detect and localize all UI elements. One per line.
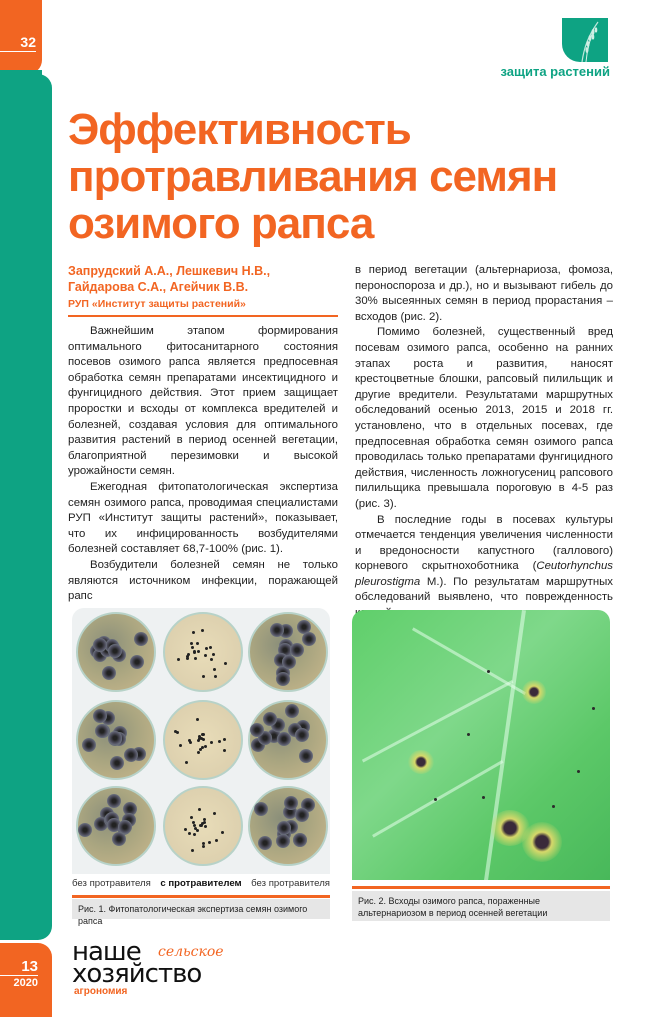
fungal-colony: [108, 644, 122, 658]
seed: [224, 662, 227, 665]
text-column-2: [355, 263, 613, 622]
seed: [177, 658, 180, 661]
author-institution: РУП «Институт защиты растений»: [68, 298, 246, 310]
seed: [202, 842, 205, 845]
paragraph: Помимо болезней, существенный вред посевам озимого рапса, особенно на ранних этапах роста и развития, наносят крестоцветные блошки, рапсовый пилильщик и другие вредители. Результатами маршрутных обследований осенью 2013, 2015 и 2018 гг. установлено, что в отдельных посевах, где предпосевная обработка семян озимого рапса проводилась только препаратами фунгицидного действия, численность ложногусениц рапсового пилильщика превышала пороговую в 4-5 раз (рис. 3).: [355, 326, 613, 510]
leaf-lesion: [522, 822, 562, 862]
seed: [197, 650, 200, 653]
seed: [188, 832, 191, 835]
figure-2-leaf-photo: [352, 610, 610, 880]
leaf-spot: [592, 707, 595, 710]
seed: [202, 738, 205, 741]
leaf-vein: [362, 680, 514, 762]
leaf-spot: [434, 798, 437, 801]
fungal-colony: [276, 834, 290, 848]
seed: [196, 718, 199, 721]
fungal-colony: [78, 823, 92, 837]
petri-dish-untreated: [248, 786, 328, 866]
seed: [215, 839, 218, 842]
species-name: Ceutorhynchus pleurostigma: [355, 560, 613, 588]
seed: [190, 642, 193, 645]
fungal-colony: [82, 738, 96, 752]
fungal-colony: [276, 672, 290, 686]
page-number: 32: [0, 34, 36, 52]
seed: [223, 749, 226, 752]
logo-section: агрономия: [74, 986, 128, 997]
figure-1-petri-dishes: [72, 608, 330, 874]
logo-script: сельское: [158, 944, 224, 960]
leaf-lesion: [522, 680, 546, 704]
fungal-colony: [112, 832, 126, 846]
seed: [204, 825, 207, 828]
paragraph: Ежегодная фитопатологическая экспертиза семян озимого рапса, проводимая специалистами РУП «Институт защиты растений», показывает, что их инфицированность возбудителями болезней составляет 68,7-100% (рис. 1).: [68, 480, 338, 556]
label-with-treatment: с протравителем: [160, 878, 242, 889]
seed: [196, 829, 199, 832]
seed: [194, 657, 197, 660]
seed: [190, 816, 193, 819]
seed: [204, 654, 207, 657]
seed: [185, 761, 188, 764]
caption-rule: [352, 886, 610, 889]
paragraph: Возбудители болезней семян не только являются источником инфекции, поражающей рапс: [68, 558, 338, 603]
petri-dish-untreated: [248, 612, 328, 692]
fungal-colony: [108, 731, 122, 745]
label-without-treatment: без протравителя: [251, 878, 330, 889]
fungal-colony: [293, 833, 307, 847]
fungal-colony: [282, 655, 296, 669]
fungal-colony: [254, 802, 268, 816]
fungal-colony: [302, 632, 316, 646]
seed: [174, 730, 177, 733]
leaf-spot: [552, 805, 555, 808]
issue-info: [0, 958, 38, 989]
authors-line-1: Запрудский А.А., Лешкевич Н.В.,: [68, 264, 271, 278]
leaf-spot: [482, 796, 485, 799]
seed: [197, 751, 200, 754]
fungal-colony: [299, 749, 313, 763]
seed: [192, 631, 195, 634]
fungal-colony: [130, 655, 144, 669]
side-band: [0, 74, 52, 940]
issue-number: 13: [0, 958, 38, 976]
fungal-colony: [258, 836, 272, 850]
petri-dish-untreated: [76, 612, 156, 692]
figure-1-caption: Рис. 1. Фитопатологическая экспертиза семян озимого рапса: [72, 899, 330, 919]
seed: [210, 658, 213, 661]
article-title: Эффективность протравливания семян озимого рапса: [68, 105, 558, 248]
authors-line-2: Гайдарова С.А., Агейчик В.В.: [68, 280, 249, 294]
fungal-colony: [270, 623, 284, 637]
fungal-colony: [93, 709, 107, 723]
seed: [196, 642, 199, 645]
petri-dish-treated: [163, 612, 243, 692]
paragraph-text: В последние годы в посевах культуры отмечается тенденция увеличения численности и вредоносности капустного (галлового) корневого скрытнохоботника (: [355, 513, 613, 573]
seed: [197, 739, 200, 742]
petri-dish-untreated: [76, 786, 156, 866]
fungal-colony: [118, 820, 132, 834]
logo-line-2: хозяйство: [72, 959, 202, 989]
figure-1-labels: [72, 878, 330, 889]
seed: [187, 653, 190, 656]
leaf-spot: [577, 770, 580, 773]
seed: [201, 629, 204, 632]
leaf-spot: [467, 733, 470, 736]
fungal-colony: [263, 712, 277, 726]
paragraph: в период вегетации (альтернариоза, фомоза, пероноспороза и др.), но и вызывают гибель до 30% высеянных семян в период прорастания – всходов (рис. 2).: [355, 264, 613, 323]
petri-dish-treated: [163, 786, 243, 866]
wheat-icon: [562, 18, 608, 62]
issue-year: 2020: [13, 977, 38, 989]
seed: [208, 841, 211, 844]
article-authors: [68, 263, 338, 295]
leaf-vein: [412, 627, 526, 695]
petri-dish-treated: [163, 700, 243, 780]
seed: [202, 845, 205, 848]
fungal-colony: [124, 748, 138, 762]
paragraph-text: M.). По результатам маршрутных обследований выявлено, что поврежденность: [355, 575, 613, 604]
seed: [221, 831, 224, 834]
fungal-colony: [107, 794, 121, 808]
seed: [179, 744, 182, 747]
seed: [223, 738, 226, 741]
seed: [199, 748, 202, 751]
seed: [201, 822, 204, 825]
fungal-colony: [295, 728, 309, 742]
fungal-colony: [102, 666, 116, 680]
seed: [193, 833, 196, 836]
leaf-spot: [487, 670, 490, 673]
seed: [218, 740, 221, 743]
petri-dish-untreated: [248, 700, 328, 780]
leaf-lesion: [408, 750, 434, 774]
text-column-1: [68, 324, 338, 605]
seed: [192, 821, 195, 824]
seed: [191, 849, 194, 852]
seed: [213, 668, 216, 671]
figure-2-caption: Рис. 2. Всходы озимого рапса, пораженные альтернариозом в период осенней вегетации: [352, 891, 610, 921]
seed: [212, 653, 215, 656]
petri-dish-untreated: [76, 700, 156, 780]
seed: [189, 741, 192, 744]
seed: [198, 808, 201, 811]
seed: [202, 675, 205, 678]
seed: [213, 812, 216, 815]
caption-rule: [72, 895, 330, 898]
fungal-colony: [285, 704, 299, 718]
section-rubric: защита растений: [500, 64, 610, 79]
logo-line-1: наше: [72, 937, 141, 967]
paragraph: [355, 513, 613, 622]
fungal-colony: [93, 638, 107, 652]
author-divider: [68, 315, 338, 317]
fungal-colony: [95, 724, 109, 738]
fungal-colony: [277, 732, 291, 746]
seed: [184, 828, 187, 831]
seed: [204, 745, 207, 748]
fungal-colony: [134, 632, 148, 646]
seed: [210, 741, 213, 744]
magazine-logo: [72, 937, 252, 1000]
fungal-colony: [295, 808, 309, 822]
fungal-colony: [110, 756, 124, 770]
seed: [191, 646, 194, 649]
paragraph: Важнейшим этапом формирования оптимального фитосанитарного состояния посевов озимого рапса является предпосевная обработка семян препаратами инсектицидного и фунгицидного действия. Этот прием защищает проростки и всходы от комплекса вредителей и болезней, создавая условия для оптимального развития растений в период осенней вегетации, благоприятной перезимовки и высокой урожайности семян.: [68, 325, 338, 478]
label-without-treatment: без протравителя: [72, 878, 151, 889]
fungal-colony: [290, 643, 304, 657]
seed: [209, 646, 212, 649]
seed: [205, 647, 208, 650]
seed: [214, 675, 217, 678]
